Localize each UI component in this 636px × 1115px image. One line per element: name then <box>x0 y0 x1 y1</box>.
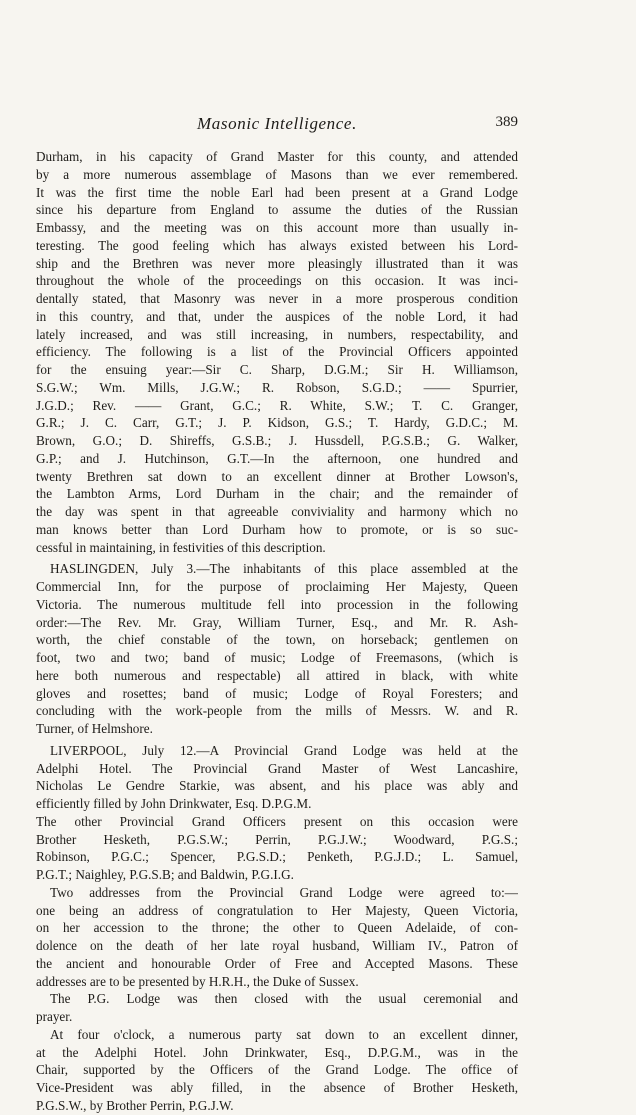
text-line: cessful in maintaining, in festivities of this description. <box>36 539 326 555</box>
text-line: dolence on the death of her late royal husband, William IV., Patron of <box>36 938 518 953</box>
text-line: Two addresses from the Provincial Grand Lodge were agreed to:— <box>50 884 518 900</box>
text-line: At four o'clock, a numerous party sat down to an excellent dinner, <box>50 1026 518 1042</box>
text-line: efficiently filled by John Drinkwater, Esq. D.P.G.M. <box>36 796 312 811</box>
text-line: on her accession to the throne; the other to Queen Adelaide, of con- <box>36 920 518 936</box>
text-line: Victoria. The numerous multitude fell into procession in the following <box>36 596 518 612</box>
text-line: at the Adelphi Hotel. John Drinkwater, Esq., D.P.G.M., was in the <box>36 1044 518 1060</box>
text-line: HASLINGDEN, July 3.—The inhabitants of this place assembled at the <box>50 561 518 577</box>
text-line: worth, the chief constable of the town, on horseback; gentlemen on <box>36 632 518 648</box>
text-line: man knows better than Lord Durham how to promote, or is so suc- <box>36 521 518 537</box>
text-line: the ancient and honourable Order of Free and Accepted Masons. These <box>36 955 518 971</box>
text-line: by a more numerous assemblage of Masons than we ever remembered. <box>36 166 518 182</box>
text-line: Turner, of Helmshore. <box>36 721 153 736</box>
text-line: G.P.; and J. Hutchinson, G.T.—In the afternoon, one hundred and <box>36 450 518 466</box>
text-line: P.G.T.; Naighley, P.G.S.B; and Baldwin, P.G.I.G. <box>36 867 294 882</box>
running-title: Masonic Intelligence. <box>197 114 357 133</box>
text-line: lately increased, and was still increasing, in numbers, respectability, and <box>36 326 518 342</box>
text-line: since his departure from England to assume the duties of the Russian <box>36 202 518 218</box>
text-line: LIVERPOOL, July 12.—A Provincial Grand Lodge was held at the <box>50 742 518 758</box>
text-line: twenty Brethren sat down to an excellent dinner at Brother Lowson's, <box>36 468 518 484</box>
text-line: for the ensuing year:—Sir C. Sharp, D.G.M.; Sir H. Williamson, <box>36 362 518 377</box>
text-line: efficiency. The following is a list of the Provincial Officers appointed <box>36 344 518 360</box>
text-line: in this country, and that, under the auspices of the noble Lord, it had <box>36 308 518 324</box>
page-header <box>36 114 518 140</box>
text-line: dentally stated, that Masonry was never in a more prosperous condition <box>36 291 518 306</box>
text-line: throughout the whole of the proceedings on this occasion. It was inci- <box>36 273 518 289</box>
text-line: Adelphi Hotel. The Provincial Grand Master of West Lancashire, <box>36 760 518 776</box>
text-line: The other Provincial Grand Officers present on this occasion were <box>36 813 518 829</box>
text-line: gloves and rosettes; band of music; Lodge of Royal Foresters; and <box>36 685 518 701</box>
text-line: Commercial Inn, for the purpose of proclaiming Her Majesty, Queen <box>36 579 518 594</box>
text-line: G.R.; J. C. Carr, G.T.; J. P. Kidson, G.S.; T. Hardy, G.D.C.; M. <box>36 415 518 431</box>
text-line: prayer. <box>36 1009 73 1024</box>
text-line: here both numerous and respectable) all attired in black, with white <box>36 667 518 683</box>
text-line: Embassy, and the meeting was on this account more than usually in- <box>36 220 518 235</box>
text-line: addresses are to be presented by H.R.H., the Duke of Sussex. <box>36 973 359 989</box>
text-line: Vice-President was ably filled, in the absence of Brother Hesketh, <box>36 1080 518 1095</box>
text-line: Chair, supported by the Officers of the Grand Lodge. The office of <box>36 1062 518 1078</box>
text-line: the Lambton Arms, Lord Durham in the chair; and the remainder of <box>36 486 518 502</box>
text-line: S.G.W.; Wm. Mills, J.G.W.; R. Robson, S.G.D.; —— Spurrier, <box>36 379 518 395</box>
text-line: It was the first time the noble Earl had been present at a Grand Lodge <box>36 184 518 200</box>
text-line: ship and the Brethren was never more pleasingly illustrated than it was <box>36 255 518 271</box>
text-line: Brother Hesketh, P.G.S.W.; Perrin, P.G.J.W.; Woodward, P.G.S.; <box>36 831 518 847</box>
text-line: J.G.D.; Rev. —— Grant, G.C.; R. White, S.W.; T. C. Granger, <box>36 397 518 413</box>
text-line: Brown, G.O.; D. Shireffs, G.S.B.; J. Hussdell, P.G.S.B.; G. Walker, <box>36 433 518 448</box>
text-line: The P.G. Lodge was then closed with the usual ceremonial and <box>50 991 518 1007</box>
text-line: order:—The Rev. Mr. Gray, William Turner, Esq., and Mr. R. Ash- <box>36 614 518 630</box>
text-line: P.G.S.W., by Brother Perrin, P.G.J.W. <box>36 1097 234 1113</box>
text-line: teresting. The good feeling which has always existed between his Lord- <box>36 237 518 253</box>
page-number: 389 <box>495 114 518 130</box>
text-line: Robinson, P.G.C.; Spencer, P.G.S.D.; Penketh, P.G.J.D.; L. Samuel, <box>36 849 518 865</box>
text-line: Durham, in his capacity of Grand Master for this county, and attended <box>36 149 518 164</box>
text-line: concluding with the work-people from the mills of Messrs. W. and R. <box>36 703 518 719</box>
text-line: one being an address of congratulation to Her Majesty, Queen Victoria, <box>36 902 518 918</box>
text-line: the day was spent in that agreeable conviviality and harmony which no <box>36 504 518 519</box>
text-line: Nicholas Le Gendre Starkie, was absent, and his place was ably and <box>36 778 518 794</box>
text-line: foot, two and two; band of music; Lodge of Freemasons, (which is <box>36 650 518 665</box>
article-body <box>36 148 518 1115</box>
